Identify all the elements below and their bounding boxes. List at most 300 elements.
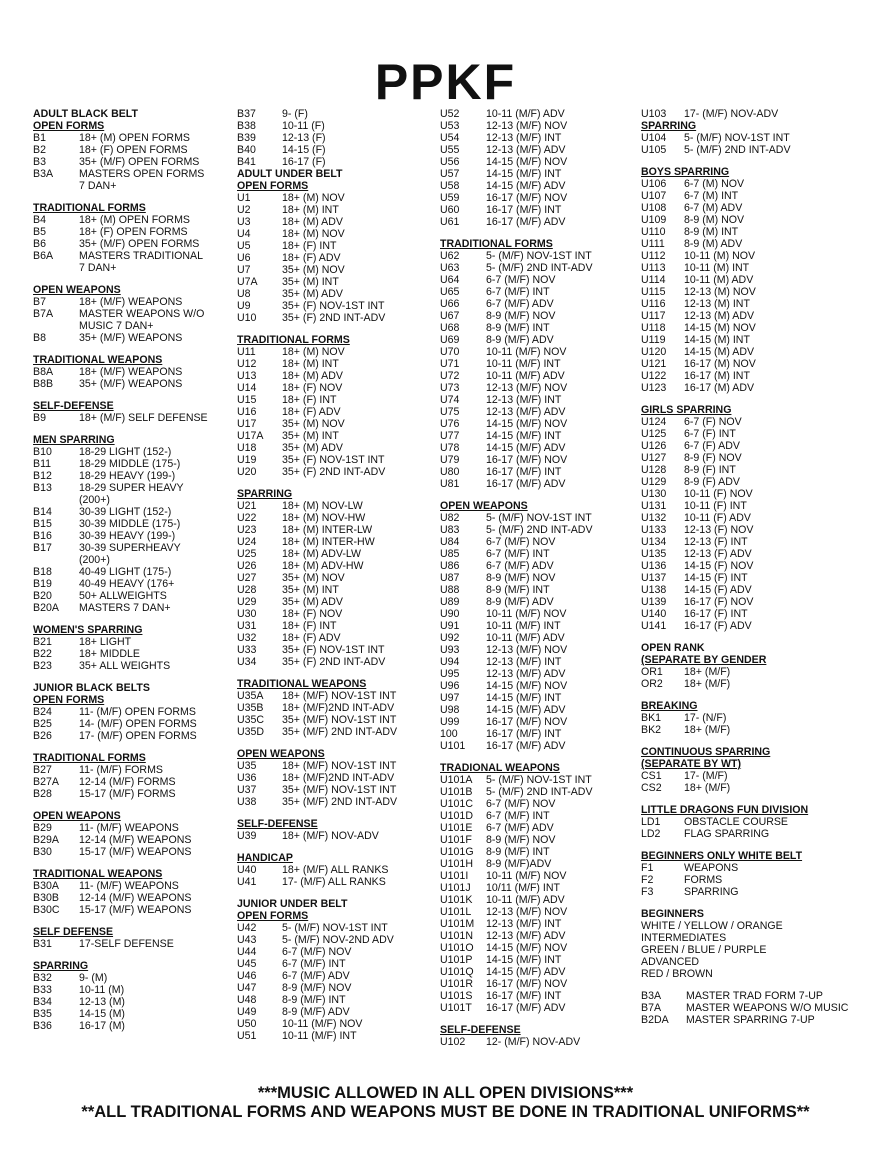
division-description: 10-11 (F) NOV: [684, 488, 753, 500]
division-code: [33, 494, 79, 506]
division-description: 6-7 (M/F) NOV: [282, 946, 352, 958]
division-section: [641, 700, 848, 736]
division-row: [641, 678, 848, 690]
division-code: B6: [33, 238, 46, 250]
division-row: [440, 632, 593, 644]
division-code: U41: [237, 876, 257, 888]
division-section: [33, 354, 208, 390]
division-code: U119: [641, 334, 666, 346]
section-heading: TRADITIONAL WEAPONS: [237, 678, 367, 690]
division-code: U21: [237, 500, 257, 512]
division-description: 35+ (M) NOV: [282, 572, 345, 584]
division-code: U23: [237, 524, 257, 536]
division-description: 8-9 (M/F) INT: [486, 322, 550, 334]
division-section: [440, 238, 593, 490]
division-description: 16-17 (F) ADV: [684, 620, 752, 632]
division-row: [641, 770, 848, 782]
division-code: U54: [440, 132, 460, 144]
division-description: 6-7 (F) ADV: [684, 440, 740, 452]
section-heading: (SEPARATE BY GENDER: [641, 654, 767, 666]
division-row: [641, 874, 848, 886]
division-description: MUSIC 7 DAN+: [79, 320, 154, 332]
division-code: OR2: [641, 678, 663, 690]
division-row: [641, 572, 848, 584]
division-description: 12- (M/F) NOV-ADV: [486, 1036, 581, 1048]
division-description: 18+ (M) NOV: [282, 228, 345, 240]
division-code: U1: [237, 192, 251, 204]
division-row: [641, 524, 848, 536]
division-row: [237, 252, 397, 264]
division-code: U38: [237, 796, 257, 808]
division-row: [440, 858, 593, 870]
division-description: 10-11 (M/F) ADV: [486, 370, 565, 382]
division-description: 18+ (M/F): [684, 782, 731, 794]
division-row: [33, 482, 208, 494]
division-description: 50+ ALLWEIGHTS: [79, 590, 167, 602]
division-code: U43: [237, 934, 257, 946]
division-description: 18+ (M/F): [684, 678, 731, 690]
section-heading: OPEN FORMS: [33, 120, 105, 132]
division-row: [237, 536, 397, 548]
division-row: [641, 298, 848, 310]
division-row: [440, 322, 593, 334]
division-description: 12-13 (F) NOV: [684, 524, 754, 536]
division-code: U103: [641, 108, 667, 120]
division-row: [33, 834, 208, 846]
division-row: [641, 782, 848, 794]
division-code: B20A: [33, 602, 59, 614]
division-row: [237, 466, 397, 478]
division-code: U86: [440, 560, 460, 572]
division-code: B34: [33, 996, 52, 1008]
division-code: B21: [33, 636, 52, 648]
division-description: 35+ (F) 2ND INT-ADV: [282, 466, 386, 478]
division-code: U121: [641, 358, 667, 370]
division-description: 15-17 (M/F) WEAPONS: [79, 846, 192, 858]
division-row: [33, 518, 208, 530]
division-description: 14-15 (M/F) NOV: [486, 942, 568, 954]
division-row: [237, 156, 397, 168]
section-heading: GIRLS SPARRING: [641, 404, 732, 416]
division-code: U18: [237, 442, 257, 454]
division-row: [641, 608, 848, 620]
division-section: [33, 960, 208, 1032]
division-section: [641, 166, 848, 394]
division-code: F2: [641, 874, 654, 886]
division-row: [440, 930, 593, 942]
division-description: 18+ (F) INT: [282, 394, 337, 406]
division-row: [641, 1002, 848, 1014]
division-code: B31: [33, 938, 52, 950]
division-row: [440, 644, 593, 656]
division-code: B8: [33, 332, 46, 344]
division-row: [237, 406, 397, 418]
division-code: U47: [237, 982, 257, 994]
division-code: B8B: [33, 378, 54, 390]
division-row: [641, 488, 848, 500]
division-row: [440, 716, 593, 728]
division-row: [440, 774, 593, 786]
division-code: U74: [440, 394, 460, 406]
division-description: 12-14 (M/F) WEAPONS: [79, 892, 192, 904]
division-row: [33, 226, 208, 238]
division-code: U97: [440, 692, 460, 704]
division-row: [237, 132, 397, 144]
division-description: 8-9 (F) ADV: [684, 476, 740, 488]
division-row: [237, 876, 397, 888]
division-code: U101: [440, 740, 466, 752]
division-row: [641, 452, 848, 464]
division-code: U141: [641, 620, 667, 632]
division-code: B29: [33, 822, 52, 834]
division-row: [33, 554, 208, 566]
division-description: 35+ (M/F) NOV-1ST INT: [282, 714, 397, 726]
division-row: [641, 464, 848, 476]
division-section: [33, 926, 208, 950]
division-code: U89: [440, 596, 460, 608]
division-row: [237, 264, 397, 276]
division-description: (200+): [79, 494, 110, 506]
division-code: U72: [440, 370, 460, 382]
division-code: U69: [440, 334, 460, 346]
division-description: GREEN / BLUE / PURPLE: [641, 944, 767, 956]
division-description: 18+ (M/F) NOV-ADV: [282, 830, 379, 842]
division-description: 17- (N/F): [684, 712, 727, 724]
section-heading: OPEN WEAPONS: [237, 748, 325, 760]
division-row: [33, 168, 208, 180]
division-description: 10-11 (M/F) NOV: [486, 608, 567, 620]
division-code: U37: [237, 784, 257, 796]
division-row: [641, 968, 848, 980]
division-code: U10: [237, 312, 257, 324]
division-description: 6-7 (F) INT: [684, 428, 736, 440]
division-row: [33, 938, 208, 950]
division-description: 30-39 SUPERHEAVY: [79, 542, 181, 554]
division-description: 8-9 (M/F)ADV: [486, 858, 552, 870]
division-code: B8A: [33, 366, 54, 378]
division-row: [440, 358, 593, 370]
division-row: [33, 660, 208, 672]
division-description: 30-39 HEAVY (199-): [79, 530, 176, 542]
division-description: 12-13 (M/F) NOV: [486, 120, 568, 132]
division-code: U8: [237, 288, 251, 300]
division-description: 18+ (M/F) NOV-1ST INT: [282, 760, 397, 772]
division-code: U132: [641, 512, 667, 524]
division-section: [641, 804, 848, 840]
division-description: 35+ (M/F) OPEN FORMS: [79, 238, 200, 250]
division-row: [440, 1002, 593, 1014]
division-section: [237, 168, 397, 324]
division-section: [237, 748, 397, 808]
division-row: [440, 274, 593, 286]
division-code: U33: [237, 644, 257, 656]
division-code: U77: [440, 430, 460, 442]
division-code: U82: [440, 512, 460, 524]
division-row: [440, 466, 593, 478]
division-description: 18+ (M) NOV: [282, 346, 345, 358]
section-heading: BOYS SPARRING: [641, 166, 730, 178]
division-code: U55: [440, 144, 460, 156]
division-description: 10-11 (M) ADV: [684, 274, 754, 286]
division-code: B17: [33, 542, 52, 554]
division-code: U107: [641, 190, 667, 202]
division-row: [641, 1014, 848, 1026]
division-row: [33, 718, 208, 730]
division-description: 8-9 (M/F) INT: [282, 994, 346, 1006]
footer-note-music: ***MUSIC ALLOWED IN ALL OPEN DIVISIONS***: [257, 1084, 634, 1102]
division-code: U102: [440, 1036, 466, 1048]
division-description: 6-7 (M/F) ADV: [486, 560, 554, 572]
division-code: U104: [641, 132, 667, 144]
division-description: (200+): [79, 554, 110, 566]
division-row: [237, 934, 397, 946]
division-description: 12-13 (M) INT: [684, 298, 750, 310]
division-section: [237, 488, 397, 668]
division-description: FORMS: [684, 874, 723, 886]
division-row: [440, 918, 593, 930]
division-description: 10-11 (M/F) NOV: [486, 346, 567, 358]
division-description: 18-29 SUPER HEAVY: [79, 482, 184, 494]
division-description: 5- (M/F) NOV-2ND ADV: [282, 934, 394, 946]
division-code: U14: [237, 382, 257, 394]
division-code: U51: [237, 1030, 257, 1042]
division-code: B3A: [641, 990, 662, 1002]
division-row: [33, 590, 208, 602]
division-column-1: [33, 108, 208, 1032]
division-code: U114: [641, 274, 666, 286]
division-row: [440, 334, 593, 346]
division-column-4: [641, 108, 848, 1026]
division-code: U26: [237, 560, 257, 572]
division-row: [33, 648, 208, 660]
division-code: U118: [641, 322, 666, 334]
division-row: [237, 922, 397, 934]
division-description: MASTER TRAD FORM 7-UP: [686, 990, 823, 1002]
division-code: B11: [33, 458, 52, 470]
division-code: B6A: [33, 250, 54, 262]
division-description: 18+ MIDDLE: [79, 648, 140, 660]
division-code: B9: [33, 412, 46, 424]
division-code: U22: [237, 512, 257, 524]
division-row: [33, 238, 208, 250]
division-row: [641, 132, 848, 144]
division-description: 17- (M/F) NOV-ADV: [684, 108, 779, 120]
section-heading: TRADITIONAL FORMS: [33, 202, 146, 214]
division-description: 18+ (F) INT: [282, 240, 337, 252]
division-code: B1: [33, 132, 46, 144]
division-description: 14-15 (M/F) INT: [486, 954, 562, 966]
division-row: [440, 882, 593, 894]
division-description: 14-15 (F) ADV: [684, 584, 752, 596]
division-row: [440, 954, 593, 966]
division-row: [237, 312, 397, 324]
division-code: U91: [440, 620, 460, 632]
division-description: 35+ (M) ADV: [282, 442, 343, 454]
division-code: B18: [33, 566, 52, 578]
section-heading: LITTLE DRAGONS FUN DIVISION: [641, 804, 809, 816]
division-code: U34: [237, 656, 257, 668]
section-heading: MEN SPARRING: [33, 434, 115, 446]
division-row: [641, 512, 848, 524]
division-row: [237, 714, 397, 726]
division-row: [237, 120, 397, 132]
division-code: U62: [440, 250, 460, 262]
division-description: 18+ (M) NOV: [282, 192, 345, 204]
division-description: 16-17 (M/F) ADV: [486, 478, 566, 490]
division-code: U61: [440, 216, 460, 228]
division-section: [33, 624, 208, 672]
division-code: [33, 320, 79, 332]
division-code: F1: [641, 862, 654, 874]
division-code: U101N: [440, 930, 473, 942]
division-row: [237, 772, 397, 784]
division-description: WHITE / YELLOW / ORANGE: [641, 920, 783, 932]
division-description: 10-11 (M/F) INT: [282, 1030, 357, 1042]
division-row: [33, 458, 208, 470]
division-row: [641, 828, 848, 840]
division-row: [641, 322, 848, 334]
division-code: B40: [237, 144, 256, 156]
division-row: [237, 632, 397, 644]
division-code: U57: [440, 168, 460, 180]
division-row: [33, 880, 208, 892]
division-row: [641, 262, 848, 274]
section-heading: JUNIOR BLACK BELTS: [33, 682, 150, 694]
division-code: B13: [33, 482, 52, 494]
division-code: U36: [237, 772, 257, 784]
division-row: [33, 332, 208, 344]
division-description: 35+ (F) NOV-1ST INT: [282, 454, 385, 466]
division-description: 30-39 MIDDLE (175-): [79, 518, 181, 530]
division-code: U13: [237, 370, 257, 382]
division-code: U31: [237, 620, 257, 632]
division-description: 18+ (M/F) SELF DEFENSE: [79, 412, 208, 424]
division-row: [641, 440, 848, 452]
division-row: [641, 190, 848, 202]
division-description: 18+ (M) ADV-HW: [282, 560, 364, 572]
division-row: [440, 168, 593, 180]
division-section: [641, 642, 848, 690]
division-row: [237, 228, 397, 240]
division-description: 14- (M/F) OPEN FORMS: [79, 718, 197, 730]
division-code: B30C: [33, 904, 60, 916]
division-row: [33, 366, 208, 378]
division-section: [33, 810, 208, 858]
division-code: U68: [440, 322, 460, 334]
division-description: 16-17 (M/F) NOV: [486, 978, 568, 990]
division-description: 18+ (F) NOV: [282, 382, 343, 394]
division-description: MASTERS 7 DAN+: [79, 602, 171, 614]
division-code: B14: [33, 506, 52, 518]
division-section: [33, 682, 208, 742]
division-row: [33, 730, 208, 742]
division-section: [237, 334, 397, 478]
section-heading: TRADITIONAL FORMS: [440, 238, 553, 250]
division-row: [33, 984, 208, 996]
section-heading: BREAKING: [641, 700, 698, 712]
division-code: B37: [237, 108, 256, 120]
division-code: B3: [33, 156, 46, 168]
division-row: [641, 500, 848, 512]
division-section: [33, 868, 208, 916]
division-code: U25: [237, 548, 257, 560]
division-code: U101M: [440, 918, 475, 930]
division-code: U15: [237, 394, 257, 406]
division-row: [641, 202, 848, 214]
section-heading: OPEN FORMS: [237, 910, 309, 922]
division-code: U66: [440, 298, 460, 310]
division-code: U5: [237, 240, 251, 252]
division-code: B27: [33, 764, 52, 776]
division-row: [440, 786, 593, 798]
division-description: 35+ (M) NOV: [282, 418, 345, 430]
division-code: U71: [440, 358, 460, 370]
division-code: U28: [237, 584, 257, 596]
division-row: [237, 596, 397, 608]
division-row: [641, 346, 848, 358]
division-description: 40-49 LIGHT (175-): [79, 566, 172, 578]
division-code: U45: [237, 958, 257, 970]
division-row: [641, 238, 848, 250]
division-description: 18+ (M) ADV: [282, 216, 343, 228]
division-row: [440, 596, 593, 608]
division-description: 12-13 (M/F) ADV: [486, 668, 566, 680]
division-row: [641, 334, 848, 346]
section-heading: BEGINNERS ONLY WHITE BELT: [641, 850, 803, 862]
division-code: U24: [237, 536, 257, 548]
division-row: [440, 418, 593, 430]
division-row: [237, 358, 397, 370]
division-row: [440, 704, 593, 716]
division-code: B25: [33, 718, 52, 730]
division-description: INTERMEDIATES: [641, 932, 727, 944]
division-description: 18+ (M) INTER-LW: [282, 524, 373, 536]
division-code: U7: [237, 264, 251, 276]
division-row: [440, 560, 593, 572]
division-row: [237, 276, 397, 288]
division-code: B22: [33, 648, 52, 660]
division-description: 14-15 (F) INT: [684, 572, 748, 584]
division-description: 5- (M/F) NOV-1ST INT: [282, 922, 388, 934]
division-code: B15: [33, 518, 52, 530]
division-description: 12-13 (M/F) INT: [486, 918, 562, 930]
section-heading: SPARRING: [33, 960, 89, 972]
division-code: U129: [641, 476, 667, 488]
division-row: [33, 446, 208, 458]
division-code: U112: [641, 250, 666, 262]
section-heading: ADULT UNDER BELT: [237, 168, 343, 180]
division-description: 18+ (M) OPEN FORMS: [79, 132, 190, 144]
division-code: B30B: [33, 892, 59, 904]
division-row: [641, 816, 848, 828]
division-section: [440, 108, 593, 228]
division-row: [641, 536, 848, 548]
division-code: U35: [237, 760, 257, 772]
division-row: [237, 1030, 397, 1042]
division-description: FLAG SPARRING: [684, 828, 770, 840]
division-row: [440, 524, 593, 536]
division-row: [237, 584, 397, 596]
division-row: [641, 990, 848, 1002]
division-code: B4: [33, 214, 46, 226]
division-row: [237, 958, 397, 970]
division-row: [440, 548, 593, 560]
division-row: [237, 548, 397, 560]
division-code: U53: [440, 120, 460, 132]
division-description: MASTERS TRADITIONAL: [79, 250, 204, 262]
division-description: 18+ (M/F)2ND INT-ADV: [282, 702, 395, 714]
division-row: [641, 944, 848, 956]
